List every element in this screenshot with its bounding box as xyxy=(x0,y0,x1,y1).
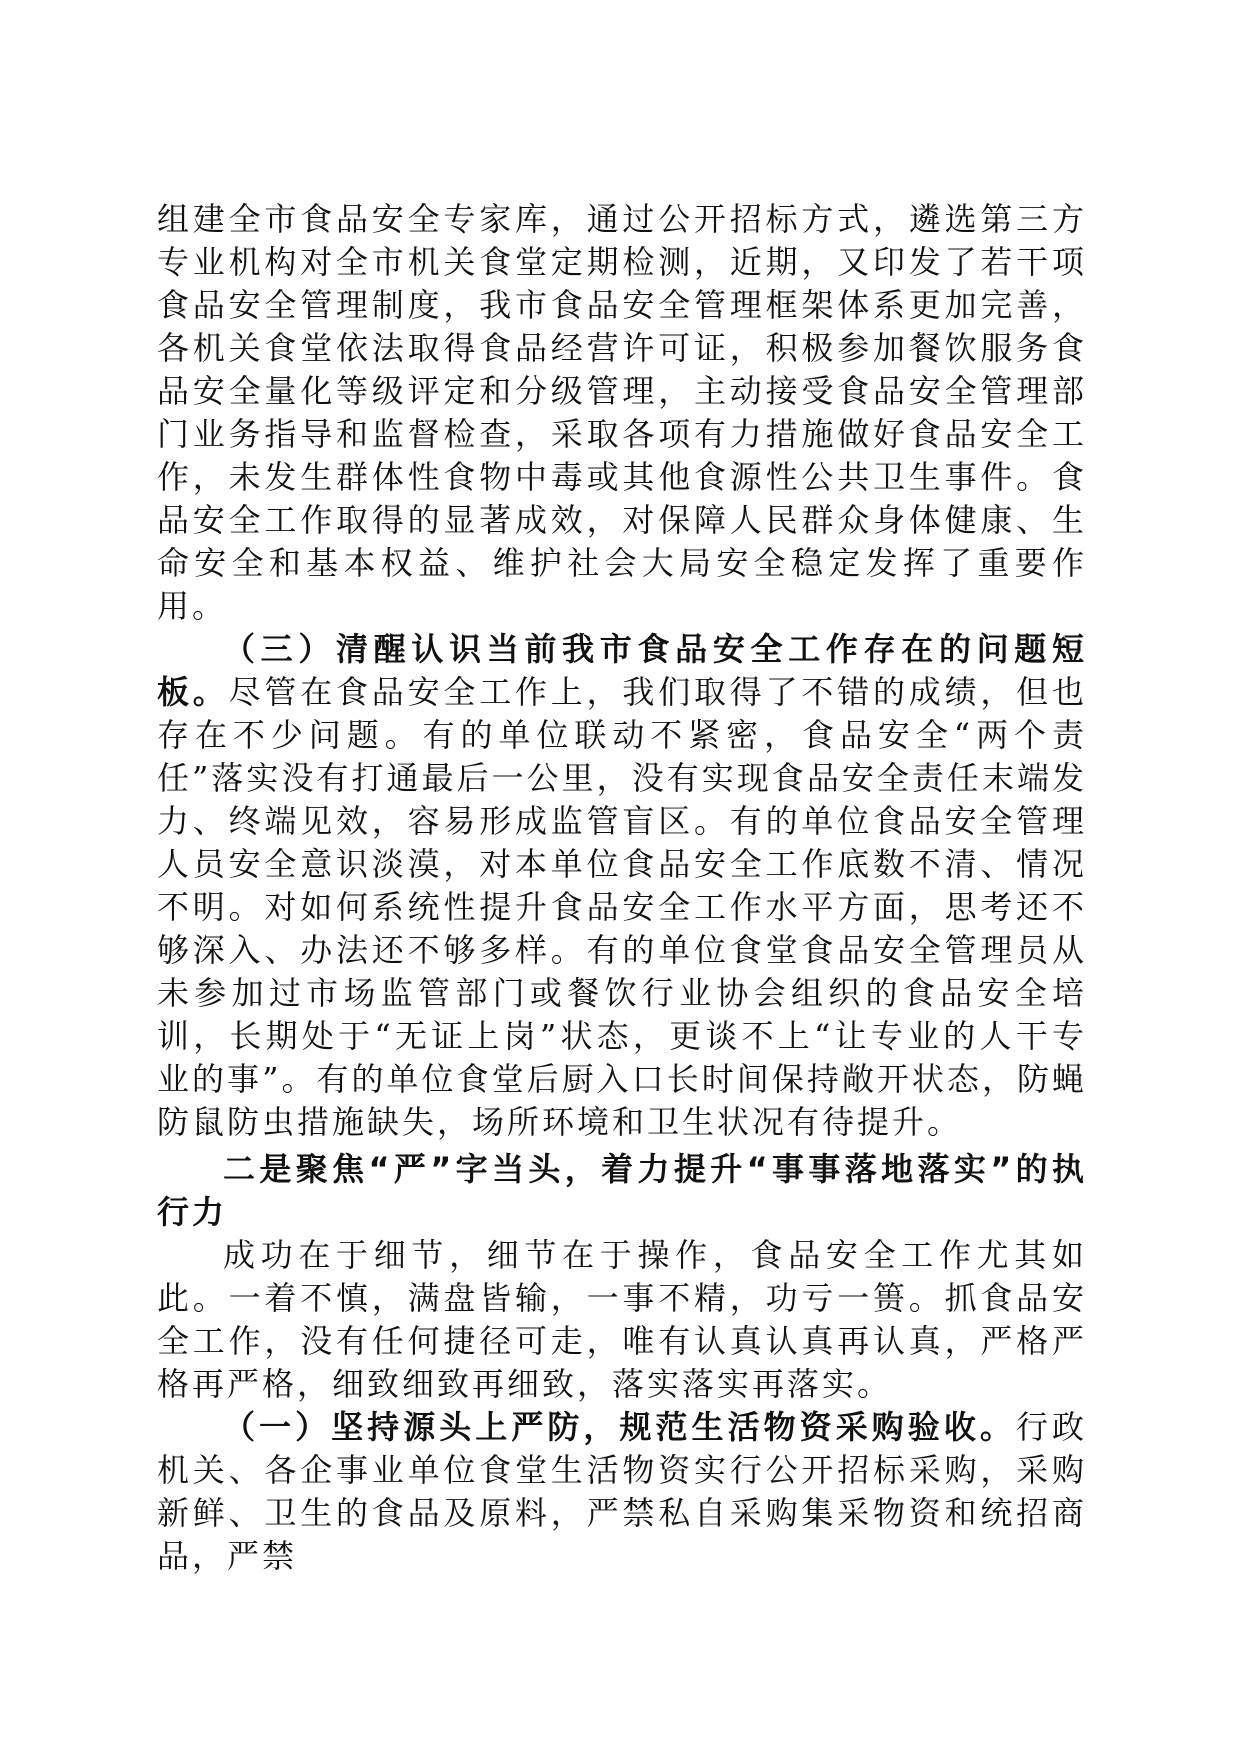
section-heading-strict: 二是聚焦“严”字当头，着力提升“事事落地落实”的执行力 xyxy=(157,1150,1087,1231)
paragraph-procurement xyxy=(157,1406,1087,1578)
paragraph-problems xyxy=(157,628,1087,1144)
paragraph-details: 成功在于细节，细节在于操作，食品安全工作尤其如此。一着不慎，满盘皆输，一事不精，功亏一篑。抓食品安全工作，没有任何捷径可走，唯有认真认真再认真，严格严格再严格，细致细致再细致，落实落实再落实。 xyxy=(157,1236,1087,1403)
subheading-problems: （三）清醒认识当前我市食品安全工作存在的问题短板。 xyxy=(157,630,1087,711)
paragraph-procurement-body: 行政机关、各企事业单位食堂生活物资实行公开招标采购，采购新鲜、卫生的食品及原料，严禁私自采购集采物资和统招商品，严禁 xyxy=(157,1408,1087,1575)
document-page xyxy=(157,198,1087,1578)
paragraph-achievements: 组建全市食品安全专家库，通过公开招标方式，遴选第三方专业机构对全市机关食堂定期检测，近期，又印发了若干项食品安全管理制度，我市食品安全管理框架体系更加完善，各机关食堂依法取得食品经营许可证，积极参加餐饮服务食品安全量化等级评定和分级管理，主动接受食品安全管理部门业务指导和监督检查，采取各项有力措施做好食品安全工作，未发生群体性食物中毒或其他食源性公共卫生事件。食品安全工作取得的显著成效，对保障人民群众身体健康、生命安全和基本权益、维护社会大局安全稳定发挥了重要作用。 xyxy=(157,200,1087,625)
subheading-procurement: （一）坚持源头上严防，规范生活物资采购验收。 xyxy=(223,1408,1016,1446)
paragraph-problems-body: 尽管在食品安全工作上，我们取得了不错的成绩，但也存在不少问题。有的单位联动不紧密，食品安全“两个责任”落实没有打通最后一公里，没有实现食品安全责任末端发力、终端见效，容易形成监管盲区。有的单位食品安全管理人员安全意识淡漠，对本单位食品安全工作底数不清、情况不明。对如何系统性提升食品安全工作水平方面，思考还不够深入、办法还不够多样。有的单位食堂食品安全管理员从未参加过市场监管部门或餐饮行业协会组织的食品安全培训，长期处于“无证上岗”状态，更谈不上“让专业的人干专业的事”。有的单位食堂后厨入口长时间保持敞开状态，防蝇防鼠防虫措施缺失，场所环境和卫生状况有待提升。 xyxy=(157,673,1087,1141)
